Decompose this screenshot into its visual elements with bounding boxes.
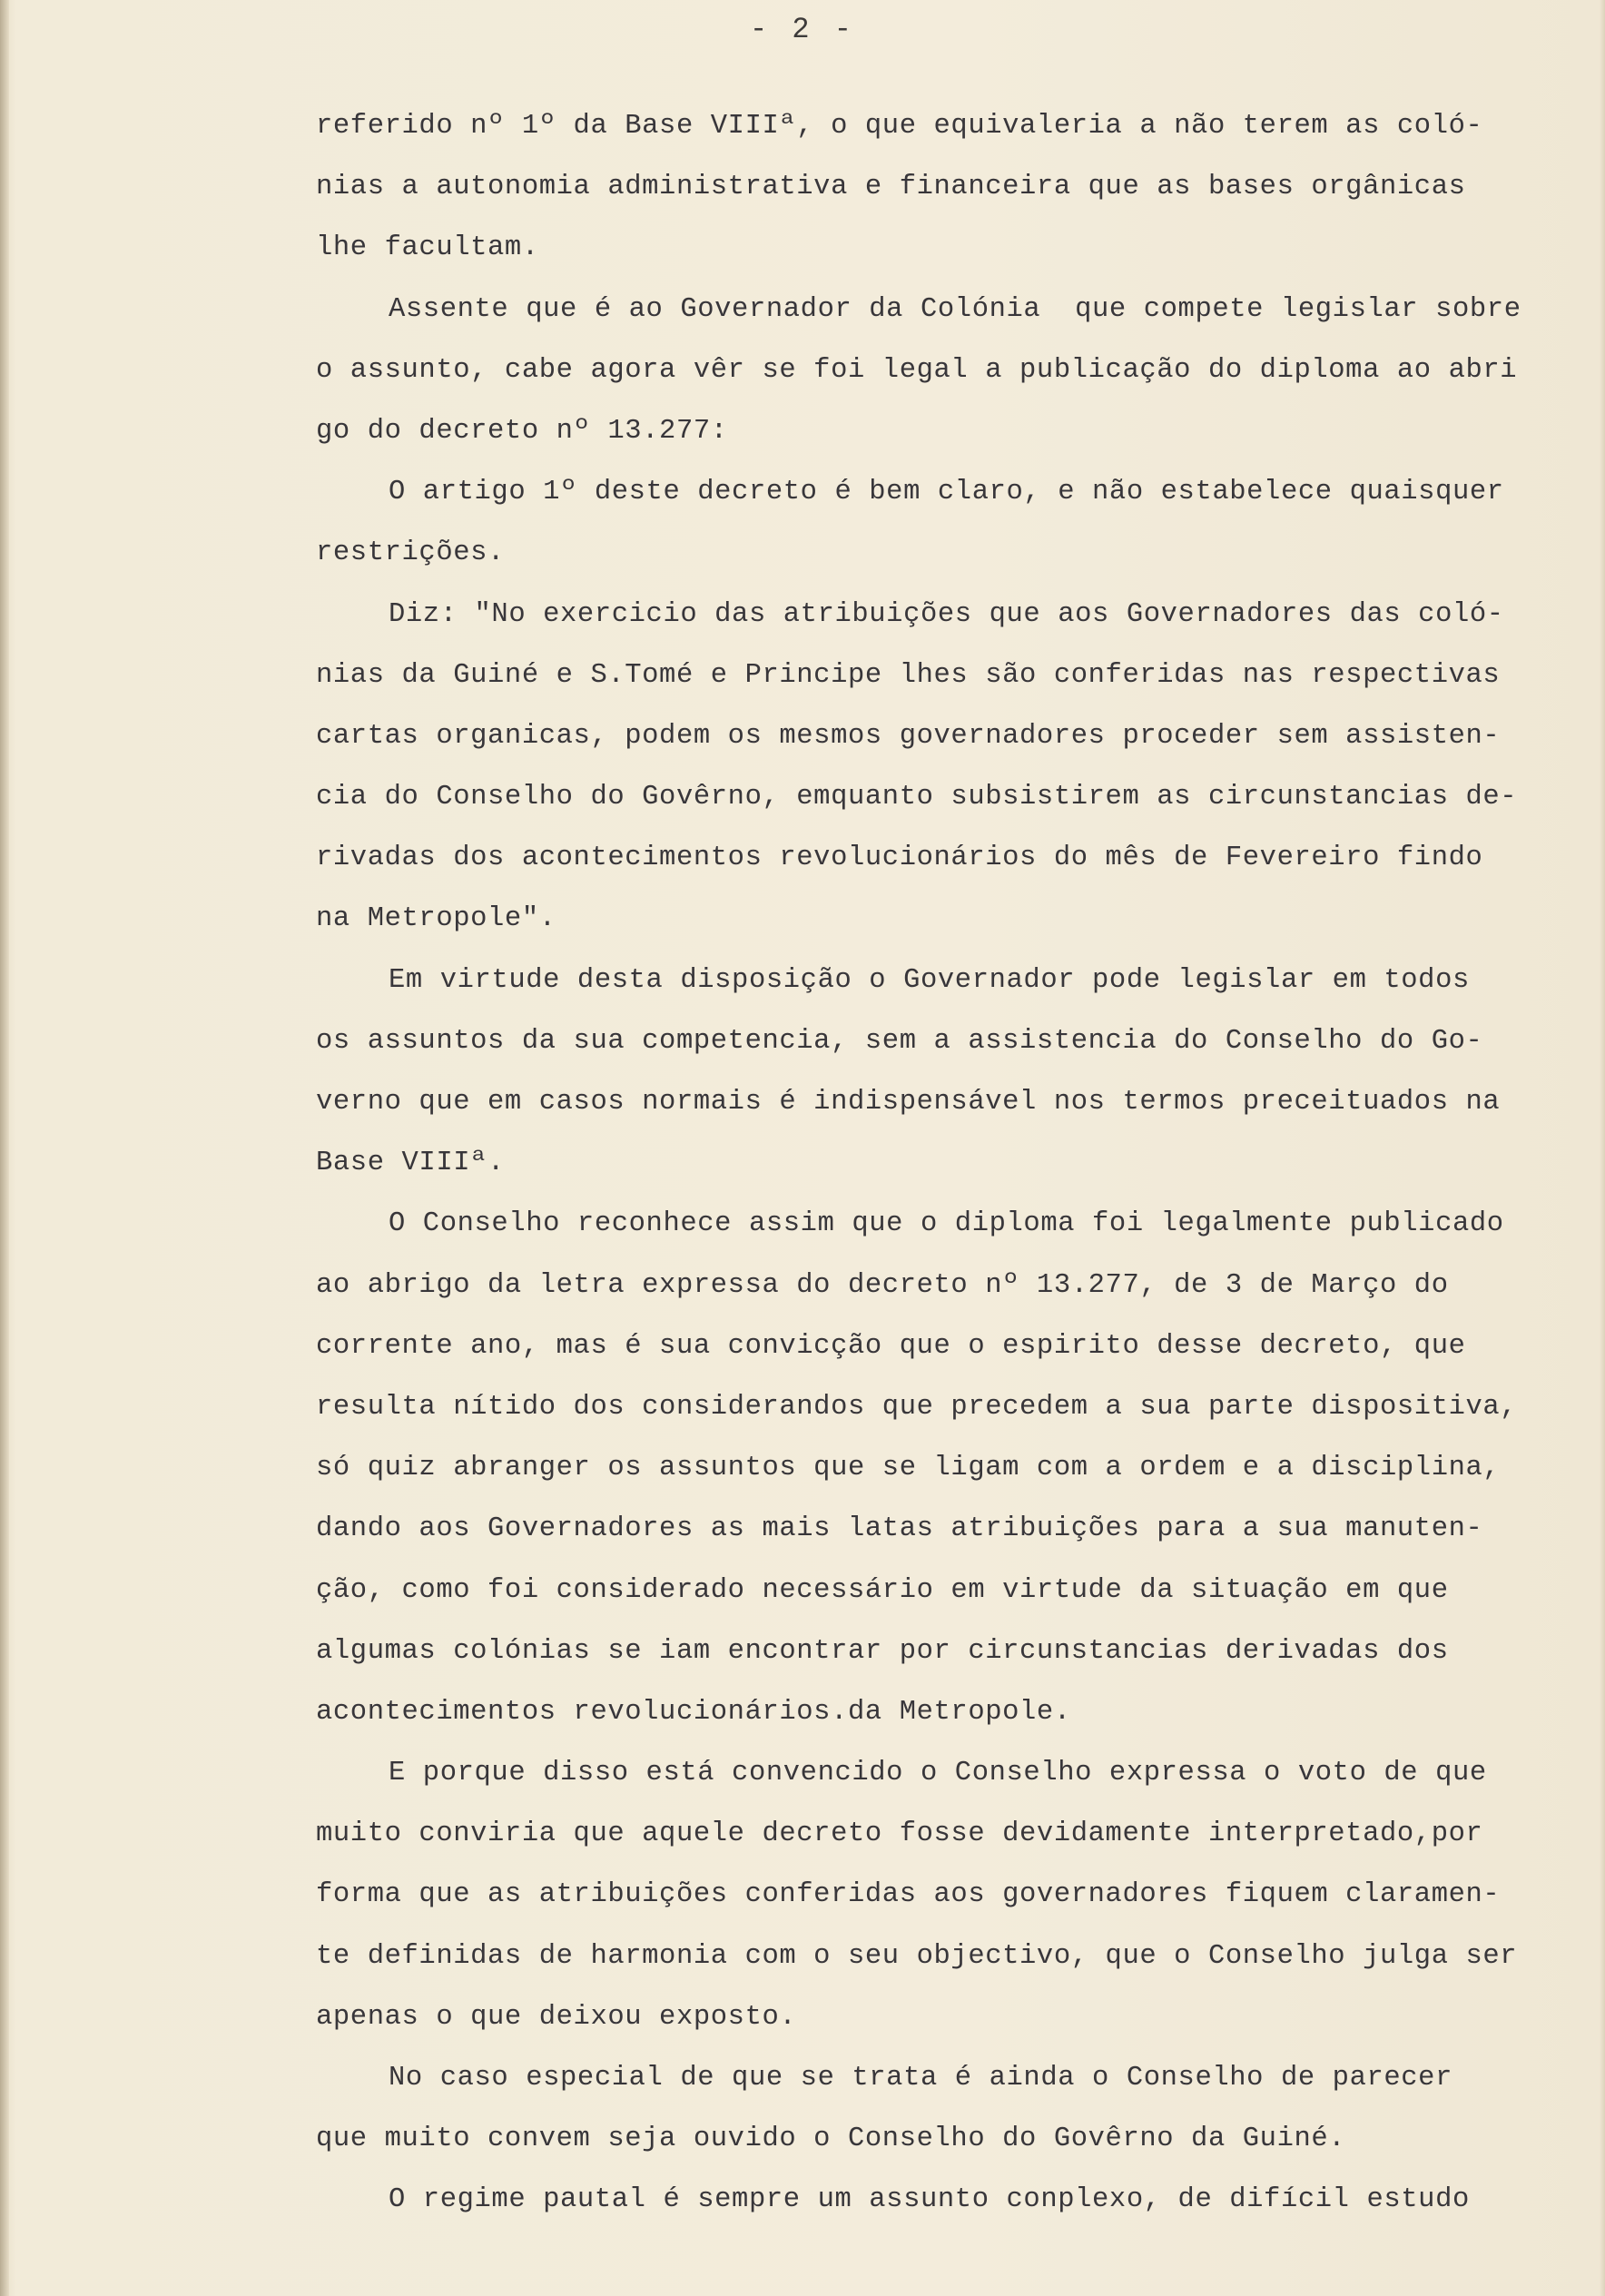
text-line: te definidas de harmonia com o seu objectivo, que o Conselho julga ser: [316, 1940, 1518, 1972]
text-line: acontecimentos revolucionários.da Metropole.: [316, 1696, 1071, 1728]
text-line: forma que as atribuições conferidas aos governadores fiquem claramen-: [316, 1879, 1501, 1911]
text-line: verno que em casos normais é indispensável nos termos preceituados na: [316, 1087, 1501, 1118]
text-line: lhe facultam.: [316, 232, 539, 264]
text-line: algumas colónias se iam encontrar por circunstancias derivadas dos: [316, 1635, 1449, 1667]
text-line: corrente ano, mas é sua convicção que o espirito desse decreto, que: [316, 1330, 1466, 1362]
text-line: O artigo 1º deste decreto é bem claro, e não estabelece quaisquer: [389, 477, 1504, 508]
page-number: - 2 -: [749, 13, 855, 46]
text-line: na Metropole".: [316, 903, 556, 935]
text-line: resulta nítido dos considerandos que precedem a sua parte dispositiva,: [316, 1391, 1518, 1423]
text-line: apenas o que deixou exposto.: [316, 2001, 797, 2033]
text-line: cia do Conselho do Govêrno, emquanto subsistirem as circunstancias de-: [316, 782, 1518, 813]
text-line: referido nº 1º da Base VIIIª, o que equivaleria a não terem as coló-: [316, 111, 1483, 142]
page-left-edge: [0, 0, 9, 2296]
text-line: O regime pautal é sempre um assunto conplexo, de difícil estudo: [389, 2184, 1470, 2216]
text-line: que muito convem seja ouvido o Conselho do Govêrno da Guiné.: [316, 2124, 1346, 2155]
text-line: ao abrigo da letra expressa do decreto nº 13.277, de 3 de Março do: [316, 1269, 1449, 1301]
text-line: só quiz abranger os assuntos que se ligam com a ordem e a disciplina,: [316, 1453, 1501, 1484]
body-text: [316, 96, 1594, 2232]
page-right-edge: [1600, 0, 1605, 2296]
text-line: go do decreto nº 13.277:: [316, 415, 728, 447]
text-line: Assente que é ao Governador da Colónia que compete legislar sobre: [389, 293, 1521, 325]
text-line: Em virtude desta disposição o Governador pode legislar em todos: [389, 964, 1470, 996]
text-line: o assunto, cabe agora vêr se foi legal a publicação do diploma ao abri: [316, 354, 1518, 386]
text-line: O Conselho reconhece assim que o diploma foi legalmente publicado: [389, 1208, 1504, 1240]
text-line: No caso especial de que se trata é ainda o Conselho de parecer: [389, 2063, 1452, 2094]
text-line: Diz: "No exercicio das atribuições que aos Governadores das coló-: [389, 598, 1504, 630]
text-line: Base VIIIª.: [316, 1148, 505, 1179]
text-line: dando aos Governadores as mais latas atribuições para a sua manuten-: [316, 1513, 1483, 1545]
text-line: nias a autonomia administrativa e financeira que as bases orgânicas: [316, 172, 1466, 203]
text-line: restrições.: [316, 537, 505, 569]
text-line: ção, como foi considerado necessário em virtude da situação em que: [316, 1574, 1449, 1606]
text-line: cartas organicas, podem os mesmos governadores proceder sem assisten-: [316, 720, 1501, 752]
text-line: E porque disso está convencido o Conselho expressa o voto de que: [389, 1758, 1487, 1789]
text-line: os assuntos da sua competencia, sem a assistencia do Conselho do Go-: [316, 1025, 1483, 1057]
text-line: nias da Guiné e S.Tomé e Principe lhes são conferidas nas respectivas: [316, 659, 1501, 691]
text-line: rivadas dos acontecimentos revolucionários do mês de Fevereiro findo: [316, 843, 1483, 874]
text-line: muito conviria que aquele decreto fosse devidamente interpretado,por: [316, 1818, 1483, 1850]
